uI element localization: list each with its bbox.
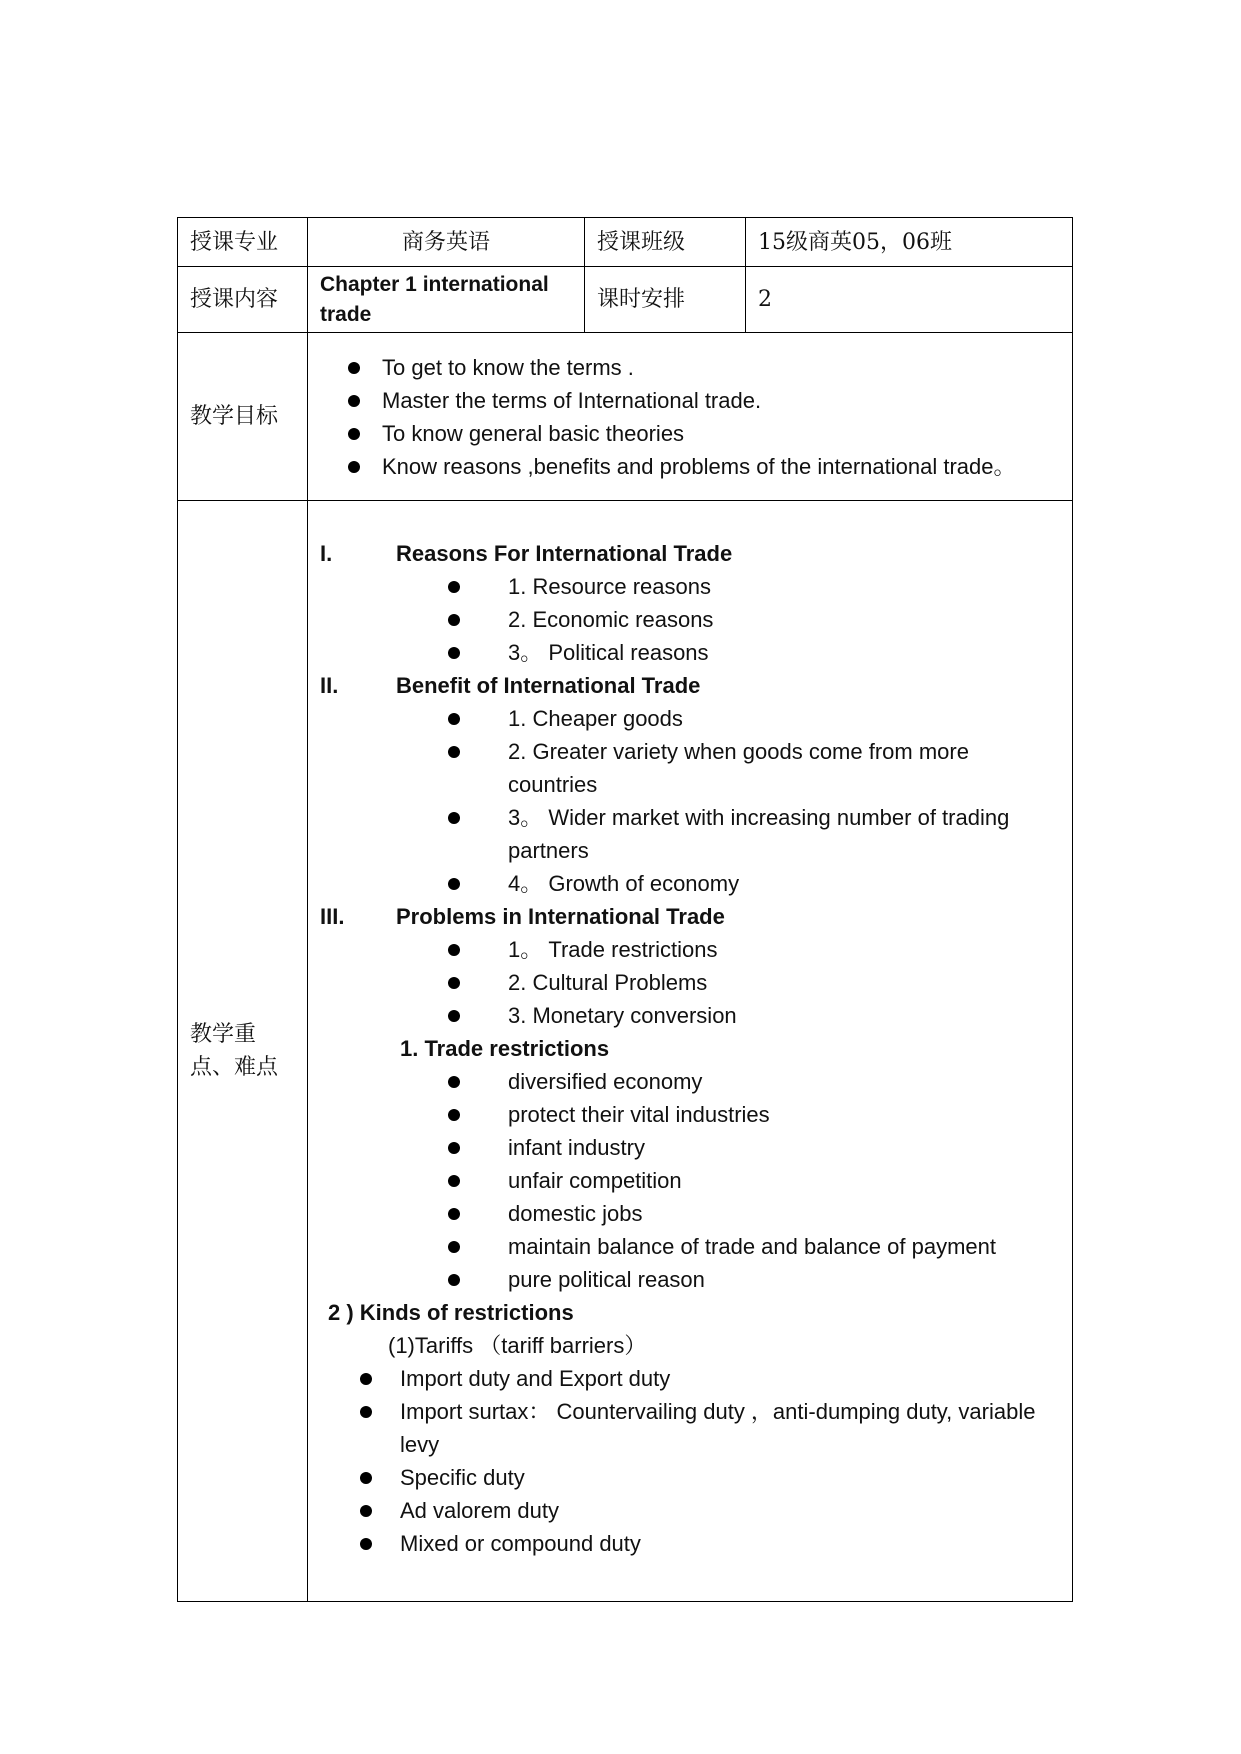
list-item: 1。 Trade restrictions [320, 933, 1060, 966]
list-item: Import surtax： Countervailing duty ，anti-dumping duty, variable levy [320, 1395, 1060, 1461]
list-item: 2. Greater variety when goods come from more countries [320, 735, 1060, 801]
section-number: III. [320, 904, 345, 929]
list-item: 2. Cultural Problems [320, 966, 1060, 999]
section-items [320, 570, 1060, 669]
hours-value: 2 [746, 267, 1073, 333]
list-item: diversified economy [320, 1065, 1060, 1098]
restrictions-title: 1. Trade restrictions [400, 1036, 610, 1061]
major-value: 商务英语 [308, 218, 585, 267]
objectives-cell [308, 333, 1073, 501]
list-item: protect their vital industries [320, 1098, 1060, 1131]
section-number: II. [320, 673, 339, 698]
section-title [320, 537, 1060, 570]
section-title [320, 669, 1060, 702]
objective-item: Master the terms of International trade. [318, 384, 1062, 417]
objective-item: Know reasons ,benefits and problems of the international trade。 [318, 450, 1062, 483]
section-title-text: Benefit of International Trade [396, 673, 701, 698]
list-item: maintain balance of trade and balance of payment [320, 1230, 1060, 1263]
section-title-text: Reasons For International Trade [396, 541, 733, 566]
content-label: 授课内容 [178, 267, 308, 333]
list-item: Import duty and Export duty [320, 1362, 1060, 1395]
section-items [320, 933, 1060, 1032]
list-item: 1. Cheaper goods [320, 702, 1060, 735]
content-value: Chapter 1 international trade [308, 267, 585, 333]
objectives-list [318, 351, 1062, 483]
list-item: 2. Economic reasons [320, 603, 1060, 636]
list-item: 3。 Wider market with increasing number of trading partners [320, 801, 1060, 867]
list-item: unfair competition [320, 1164, 1060, 1197]
header-row-1 [178, 218, 1073, 267]
objective-item: To know general basic theories [318, 417, 1062, 450]
key-points-cell [308, 501, 1073, 1602]
major-label: 授课专业 [178, 218, 308, 267]
lesson-plan-table [177, 217, 1073, 1602]
list-item: 3。 Political reasons [320, 636, 1060, 669]
section-title [320, 900, 1060, 933]
tariffs-heading: (1)Tariffs （tariff barriers） [388, 1333, 647, 1358]
kinds-title: 2 ) Kinds of restrictions [328, 1300, 574, 1325]
list-item: Mixed or compound duty [320, 1527, 1060, 1560]
list-item: Ad valorem duty [320, 1494, 1060, 1527]
restrictions-items [320, 1065, 1060, 1296]
list-item: pure political reason [320, 1263, 1060, 1296]
list-item: 4。 Growth of economy [320, 867, 1060, 900]
objective-item: To get to know the terms . [318, 351, 1062, 384]
class-label: 授课班级 [585, 218, 746, 267]
list-item: Specific duty [320, 1461, 1060, 1494]
objectives-label: 教学目标 [178, 333, 308, 501]
section-number: I. [320, 541, 333, 566]
list-item: domestic jobs [320, 1197, 1060, 1230]
kinds-items [320, 1362, 1060, 1560]
class-value: 15级商英05，06班 [746, 218, 1073, 267]
list-item: 1. Resource reasons [320, 570, 1060, 603]
section-title-text: Problems in International Trade [396, 904, 725, 929]
list-item: infant industry [320, 1131, 1060, 1164]
header-row-2 [178, 267, 1073, 333]
key-points-label: 教学重点、难点 [178, 501, 308, 1602]
key-points-row [178, 501, 1073, 1602]
objectives-row [178, 333, 1073, 501]
hours-label: 课时安排 [585, 267, 746, 333]
section-items [320, 702, 1060, 900]
list-item: 3. Monetary conversion [320, 999, 1060, 1032]
